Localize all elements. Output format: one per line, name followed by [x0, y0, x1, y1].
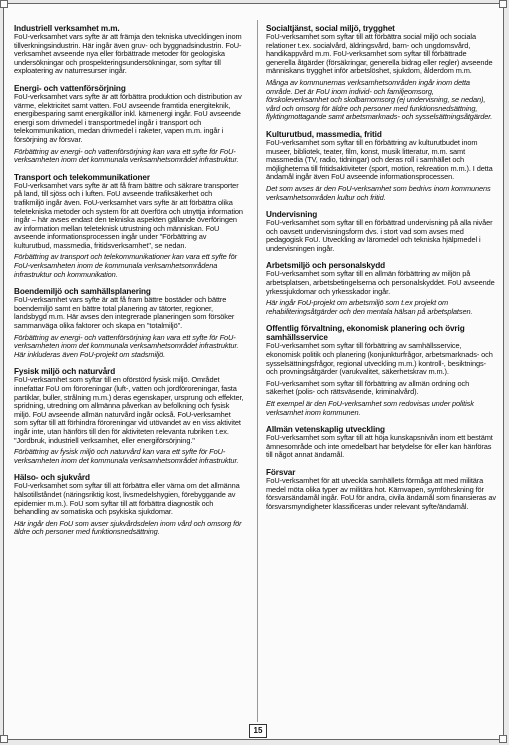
- section: [14, 84, 244, 165]
- section: [14, 287, 244, 359]
- section-heading: Undervisning: [266, 210, 318, 220]
- section-note: Här ingår den FoU som avser sjukvårdsdelen inom vård och omsorg för äldre och personer med funktionsnedsättning.: [14, 518, 242, 537]
- section: [14, 24, 244, 76]
- section-heading: Socialtjänst, social miljö, trygghet: [266, 24, 395, 33]
- section-paragraph: FoU-verksamhet som syftar till en förbättrad undervisning på alla nivåer och oavsett undervisningsform dvs. i stort vad som avses med pedagogisk FoU. Utveckling av läromedel och tekniska hjälpmedel i undervisningen ingår.: [266, 218, 493, 253]
- section-note: Förbättring av energi- och vattenförsörjning kan vara ett syfte för FoU-verksamheten inom det kommunala verksamhetsområdet infrastruktur.: [14, 146, 239, 165]
- section-heading: Hälso- och sjukvård: [14, 473, 90, 483]
- section: [266, 130, 496, 202]
- section-paragraph: FoU-verksamhet för att utveckla samhällets förmåga att med militära medel möta olika typer av militära hot. Kärnvapen, symföhrskning för försvarsändamål ingår. FoU för andra, civila ändamål som finansieras av försvarsmyndigheter klassificeras under relevant syfte/ändamål.: [266, 475, 496, 511]
- section-paragraph: FoU-verksamhet som syftar till en förbättring av kulturutbudet inom museer, bibliotek, teater, film, konst, musik litteratur, m.m. samt massmedia (TV, radio, tidningar) och deras roll i samhället och möjligheterna till fritidsaktiviteter (sport, motion, rekreation m.m.). I detta ändamål ingår även FoU avseende informationsprocessen.: [266, 137, 493, 182]
- section-paragraph: FoU-verksamhet som syftar till förbättring av allmän ordning och säkerhet (polis- och rättsväsende, kriminalvård).: [266, 378, 470, 397]
- section-note: Förbättring av fysisk miljö och naturvård kan vara ett syfte för FoU-verksamheten inom det kommunala verksamhetsområdet infrastruktur.: [14, 447, 239, 465]
- section-paragraph: FoU-verksamhet som syftar till att förbättra social miljö och sociala relationer t.ex. socialvård, äldringsvård, barn- och ungdomsvård, handikappvård m.m. FoU-verksamhet som syftar till förbättrade generella åtgärder (försäkringar, generella bidrag eller regler) avseende människans trygghet inför arbetslöshet, sjukdom, ålderdom m.m.: [266, 32, 493, 76]
- section: [266, 425, 496, 460]
- section: [266, 210, 496, 253]
- section: [266, 24, 496, 122]
- corner-ornament-bottom-right: [499, 735, 507, 743]
- page-number: 15: [249, 724, 267, 738]
- section-note: Ett exempel är den FoU-verksamhet som redovisas under politisk verksamhet inom kommunen.: [266, 399, 474, 417]
- section-heading: Offentlig förvaltning, ekonomisk planering och övrig samhällsservice: [266, 324, 465, 343]
- page-frame: [3, 3, 504, 740]
- section-heading: Kulturutbud, massmedia, fritid: [266, 129, 382, 139]
- section-heading: Boendemiljö och samhällsplanering: [14, 287, 151, 297]
- section-paragraph: FoU-verksamhet vars syfte är att förbättra produktion och distribution av värme, elektricitet samt vatten. FoU avseende framtida energiteknik, energibesparing samt energikällor inkl. kärnenergi ingår. FoU avseende energi som drivmedel i transportmedel ingår i transport och telekommunikation, medan drivmedel i raketer, vapen m.m. ingår i försörjning av försvar.: [14, 91, 242, 144]
- section-heading: Transport och telekommunikationer: [14, 172, 150, 182]
- section: [14, 473, 244, 537]
- section-heading: Fysisk miljö och naturvård: [14, 367, 116, 377]
- section-heading: Arbetsmiljö och personalskydd: [266, 261, 386, 271]
- section: [14, 173, 244, 280]
- corner-ornament-top-right: [499, 0, 507, 8]
- section-paragraph: FoU-verksamhet vars syfte är att främja den tekniska utvecklingen inom tillverkningsindustrin. Här ingår även gruv- och byggnadsindustrin. FoU-verksamhet avseende nya eller förbättrade metoder för geologiska undersökningar och prospekteringsundersökningar, som syftar till exploatering av naturresurser ingår.: [14, 32, 242, 76]
- section-paragraph: FoU-verksamhet som syftar till att förbättra eller värna om det allmänna hälsotillståndet (näringsriktig kost, livsmedelshygien, förebyggande av epidemier m.m.). FoU som syftar till att förbättra diagnostik och behandling av somatiska och psykiska sjukdomar.: [14, 481, 240, 517]
- corner-ornament-top-left: [0, 0, 8, 8]
- right-column: [266, 24, 496, 519]
- section: [266, 261, 496, 316]
- section-heading: Allmän vetenskaplig utveckling: [266, 425, 385, 435]
- corner-ornament-bottom-left: [0, 735, 8, 743]
- section-heading: Industriell verksamhet m.m.: [14, 24, 120, 33]
- section-note: Förbättring av energi- och vattenförsörjning kan vara ett syfte för FoU-verksamheten inom det kommunala verksamhetsområdet infrastruktur. Här inkluderas även FoU-projekt om stadsmiljö.: [14, 332, 239, 359]
- section-heading: Försvar: [266, 467, 296, 477]
- section: [14, 367, 244, 465]
- left-column: [14, 24, 244, 545]
- section-note: Många av kommunernas verksamhetsområden ingår inom detta område. Det är FoU inom individ- och familjeomsorg, förskoleverksamhet och skolbarnomsorg (ej undervisning, se nedan), vård och omsorg för äldre och personer med funktionsnedsättning, flyktingmottagande samt arbetsmarknads- och sysselsättningsåtgärder.: [266, 77, 493, 122]
- section-note: Det som avses är den FoU-verksamhet som bedrivs inom kommunens verksamhetsområden kultur och fritid.: [266, 183, 491, 202]
- column-divider: [257, 20, 258, 722]
- section-paragraph: FoU-verksamhet vars syfte är att få fram bättre och säkrare transporter på land, till sjöss och i luften. FoU avseende trafiksäkerhet och trafikmiljö ingår även. FoU-verksamhet vars syfte är att förbättra olika teletekniska metoder och system för att överföra och utnyttja information ingår – här avses endast den tekniska aspekten gällande överföringen av information mellan teleteknisk utrustning och människan. FoU avseende informationsprocessen ingår under "Förbättring av kulturutbud, massmedia, fritidsverksamhet", se nedan.: [14, 180, 243, 250]
- section-paragraph: FoU-verksamhet som syftar till att höja kunskapsnivån inom ett bestämt ämnesområde och inte omedelbart har betydelse för eller kan hänföras till något annat ändamål.: [266, 433, 493, 460]
- section-paragraph: FoU-verksamhet som syftar till en oförstörd fysisk miljö. Området innefattar FoU om föroreningar (luft-, vatten och jordföroreningar, fasta partiklar, buller, strålning m.m.) deras egenskaper, ursprung och effekter, spridning, utredning om allmänna påverkan av befolkning och fysisk miljö. FoU avseende allmän naturvård ingår också. FoU-verksamhet som syftar till att förhindra föroreningar vid utövandet av en viss aktivitet ingår inte, utan hänförs till den för aktiviteten relevanta rubriken t.ex. "Jordbruk, industriell verksamhet, eller energiförsörjning.": [14, 375, 244, 445]
- section-paragraph: FoU-verksamhet vars syfte är att få fram bättre bostäder och bättre boendemiljö samt en bättre total planering av tätorter, regioner, landsbygd m.m. Här avses den integrerade planeringen som försöker sammanväga olika faktorer och skapa en "totalmiljö".: [14, 295, 235, 331]
- section: [266, 468, 496, 511]
- section-paragraph: FoU-verksamhet som syftar till en allmän förbättring av miljön på arbetsplatsen, arbetsbetingelserna och personalskyddet. FoU avseende yrkessjukdomar och yrkesskador ingår.: [266, 269, 495, 296]
- section-note: Här ingår FoU-projekt om arbetsmiljö som t.ex projekt om rehabiliteringsåtgärder och den mentala hälsan på arbetsplatsen.: [266, 298, 473, 316]
- section-heading: Energi- och vattenförsörjning: [14, 83, 126, 93]
- section-note: Förbättring av transport och telekommunikationer kan vara ett syfte för FoU-verksamheten inom de kommunala verksamhetsområdena infrastruktur och kommunikation.: [14, 252, 237, 279]
- section-paragraph: FoU-verksamhet som syftar till förbättring av samhällsservice, ekonomisk politik och planering (konjunkturfrågor, arbetsmarknads- och sysselsättningsfrågor, regional utveckling m.m.) kontroll-, besiktnings- och provningsåtgärder (varukvalitet, säkerhetskrav m.m.).: [266, 341, 493, 377]
- section: [266, 324, 496, 417]
